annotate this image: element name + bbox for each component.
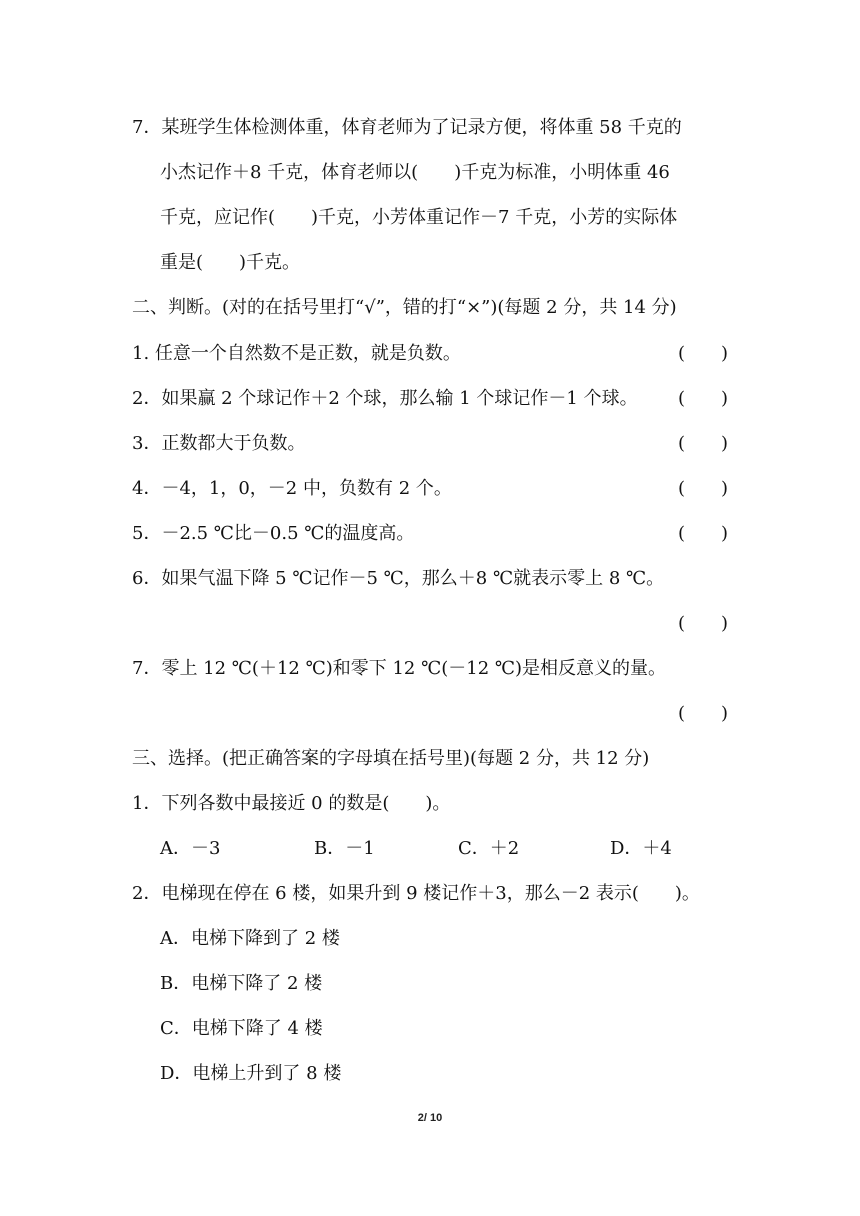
judge-answer-paren-2[interactable]: ( ) — [678, 388, 729, 409]
judge-item-7: 7．零上 12 ℃(＋12 ℃)和零下 12 ℃(－12 ℃)是相反意义的量。 — [132, 658, 667, 679]
q7-line-4: 重是( )千克。 — [160, 252, 301, 273]
section-3-title: 三、选择。(把正确答案的字母填在括号里)(每题 2 分，共 12 分) — [132, 748, 650, 769]
choice-2-option-b[interactable]: B．电梯下降了 2 楼 — [160, 973, 323, 994]
choice-1-option-b[interactable]: B．－1 — [314, 838, 375, 859]
q7-line-2: 小杰记作＋8 千克，体育老师以( )千克为标准，小明体重 46 — [160, 162, 670, 183]
page-number: 2/ 10 — [417, 1112, 443, 1124]
choice-question-2: 2．电梯现在停在 6 楼，如果升到 9 楼记作＋3，那么－2 表示( )。 — [132, 883, 700, 904]
judge-answer-paren-1[interactable]: ( ) — [678, 343, 729, 364]
choice-1-option-d[interactable]: D．＋4 — [610, 838, 672, 859]
judge-answer-paren-5[interactable]: ( ) — [678, 523, 729, 544]
judge-item-4: 4．－4，1，0，－2 中，负数有 2 个。 — [132, 478, 452, 499]
choice-2-option-c[interactable]: C．电梯下降了 4 楼 — [160, 1018, 323, 1039]
judge-answer-paren-7[interactable]: ( ) — [678, 703, 729, 724]
judge-item-3: 3．正数都大于负数。 — [132, 433, 306, 454]
judge-answer-paren-3[interactable]: ( ) — [678, 433, 729, 454]
choice-1-option-a[interactable]: A．－3 — [160, 838, 221, 859]
q7-line-3: 千克，应记作( )千克，小芳体重记作－7 千克，小芳的实际体 — [160, 207, 678, 228]
section-2-title: 二、判断。(对的在括号里打“√”，错的打“×”)(每题 2 分，共 14 分) — [132, 297, 677, 318]
judge-item-5: 5．－2.5 ℃比－0.5 ℃的温度高。 — [132, 523, 415, 544]
choice-2-option-a[interactable]: A．电梯下降到了 2 楼 — [160, 928, 340, 949]
judge-item-2: 2．如果赢 2 个球记作＋2 个球，那么输 1 个球记作－1 个球。 — [132, 388, 638, 409]
judge-answer-paren-4[interactable]: ( ) — [678, 478, 729, 499]
choice-1-option-c[interactable]: C．＋2 — [458, 838, 520, 859]
judge-item-1: 1. 任意一个自然数不是正数，就是负数。 — [132, 343, 461, 364]
choice-2-option-d[interactable]: D．电梯上升到了 8 楼 — [160, 1063, 342, 1084]
judge-item-6: 6．如果气温下降 5 ℃记作－5 ℃，那么＋8 ℃就表示零上 8 ℃。 — [132, 568, 665, 589]
judge-answer-paren-6[interactable]: ( ) — [678, 613, 729, 634]
choice-question-1: 1．下列各数中最接近 0 的数是( )。 — [132, 793, 451, 814]
q7-line-1: 7．某班学生体检测体重，体育老师为了记录方便，将体重 58 千克的 — [132, 117, 682, 138]
